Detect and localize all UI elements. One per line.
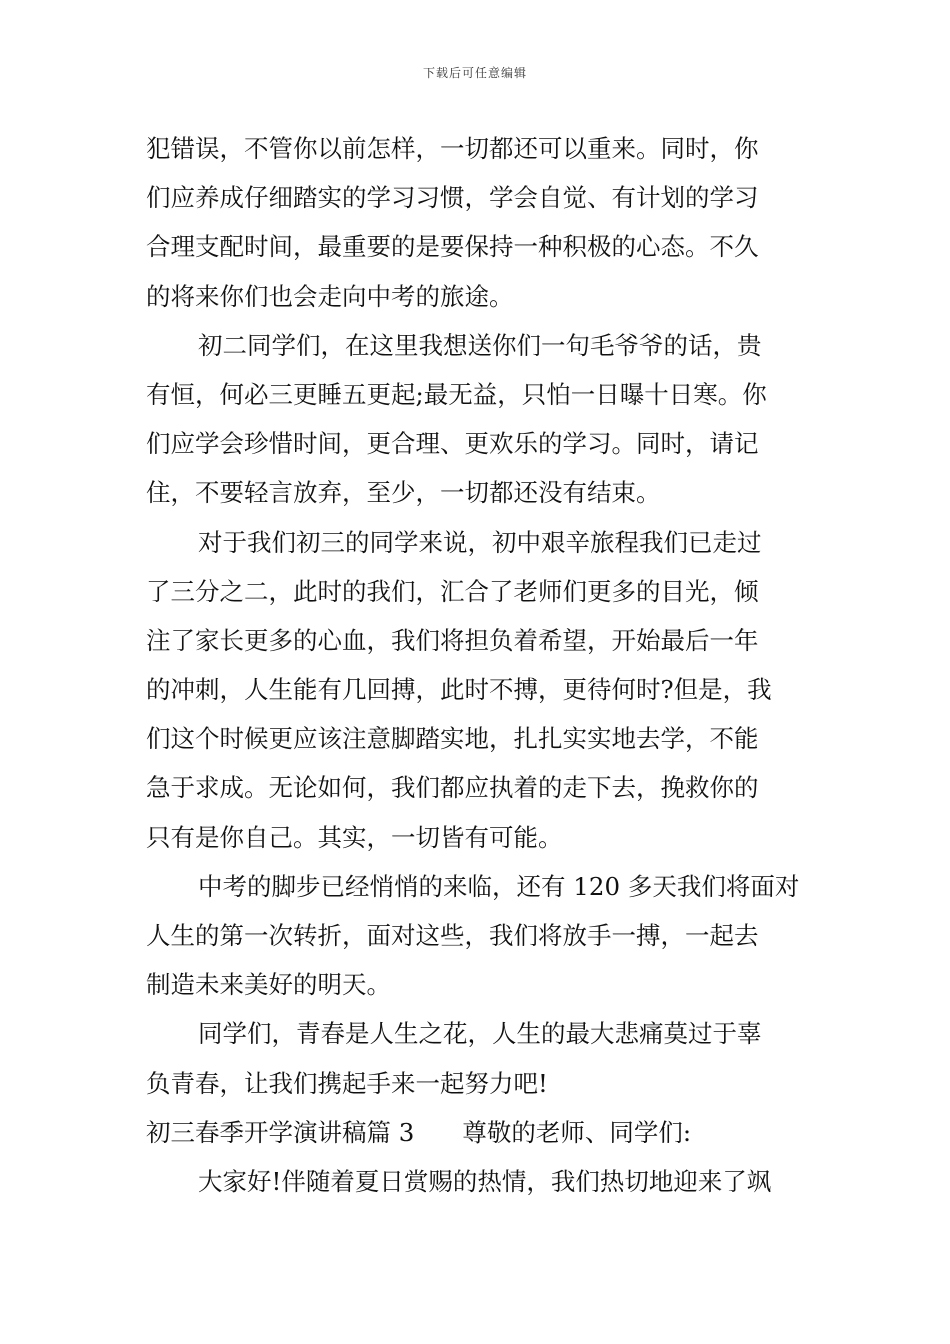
text-line: 有恒，何必三更睡五更起;最无益，只怕一日曝十日寒。你 [146,379,767,409]
document-body [146,124,810,1206]
paragraph [146,518,810,862]
text-line: 只有是你自己。其实，一切皆有可能。 [146,822,563,852]
text-line: 制造未来美好的明天。 [146,970,391,1000]
text-line: 中考的脚步已经悄悄的来临，还有 120 多天我们将面对 [198,871,800,901]
text-line: 大家好!伴随着夏日赏赐的热情，我们热切地迎来了飒 [198,1166,772,1196]
text-line: 们应养成仔细踏实的学习习惯，学会自觉、有计划的学习 [146,183,759,213]
text-line: 对于我们初三的同学来说，初中艰辛旅程我们已走过 [198,527,762,557]
paragraph [146,321,810,518]
text-line: 的冲刺，人生能有几回搏，此时不搏，更待何时?但是，我 [146,675,772,705]
text-line: 们应学会珍惜时间，更合理、更欢乐的学习。同时，请记 [146,429,759,459]
text-line: 们这个时候更应该注意脚踏实地，扎扎实实地去学，不能 [146,724,759,754]
text-line: 注了家长更多的心血，我们将担负着希望，开始最后一年 [146,625,759,655]
page-header-note: 下载后可任意编辑 [422,66,527,80]
text-line: 初二同学们，在这里我想送你们一句毛爷爷的话，贵 [198,330,762,360]
paragraph [146,1157,810,1206]
section-heading [146,1108,810,1157]
salutation: 尊敬的老师、同学们: [462,1117,692,1147]
text-line: 犯错误，不管你以前怎样，一切都还可以重来。同时，你 [146,134,759,163]
section-title: 初三春季开学演讲稿篇 3 [146,1117,415,1147]
paragraph [146,862,810,1010]
paragraph [146,1009,810,1107]
text-line: 同学们，青春是人生之花，人生的最大悲痛莫过于辜 [198,1019,762,1049]
text-line: 负青春，让我们携起手来一起努力吧! [146,1068,548,1098]
text-line: 的将来你们也会走向中考的旅途。 [146,281,514,311]
text-line: 急于求成。无论如何，我们都应执着的走下去，挽救你的 [146,773,759,803]
text-line: 住，不要轻言放弃，至少，一切都还没有结束。 [146,478,661,508]
text-line: 合理支配时间，最重要的是要保持一种积极的心态。不久 [146,232,759,262]
text-line: 了三分之二，此时的我们，汇合了老师们更多的目光，倾 [146,576,759,606]
text-line: 人生的第一次转折，面对这些，我们将放手一搏，一起去 [146,921,759,950]
paragraph [146,124,810,321]
